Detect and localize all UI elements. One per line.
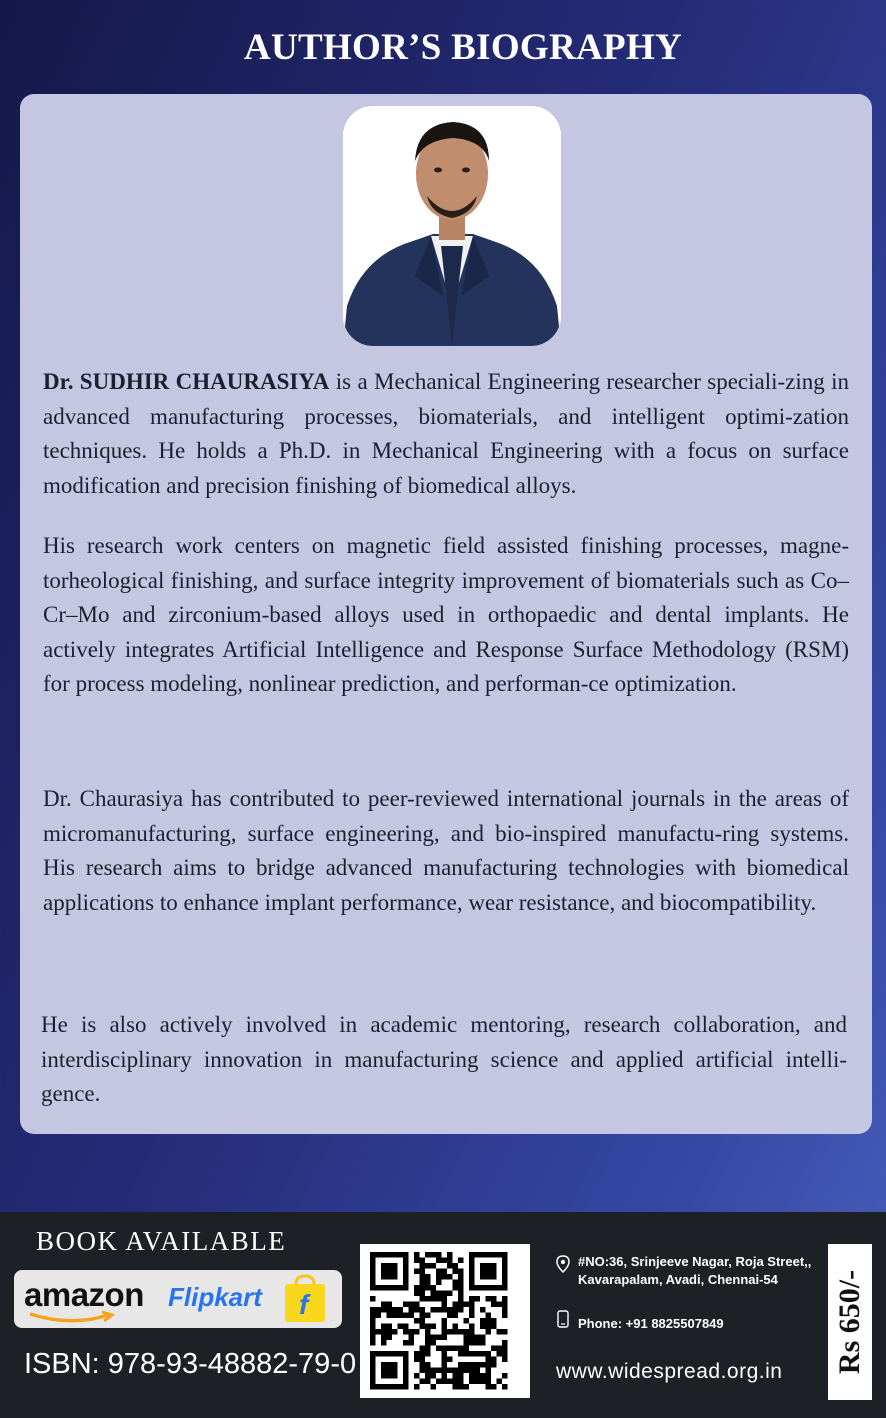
qr-code[interactable] (360, 1244, 530, 1398)
author-name: Dr. SUDHIR CHAURASIYA (43, 369, 330, 394)
flipkart-logo: Flipkart (168, 1282, 262, 1312)
author-photo (343, 106, 561, 346)
bio-paragraph-2: His research work centers on magnetic field assisted finishing processes, magne-torheological finishing, and surface integrity improvement of biomaterials such as Co–Cr–Mo and zirconium-based alloys used in orthopaedic and dental implants. He actively integrates Artificial Intelligence and Response Surface Methodology (RSM) for process modeling, nonlinear prediction, and performan-ce optimization. (43, 533, 849, 696)
bio-paragraph-3: Dr. Chaurasiya has contributed to peer-reviewed international journals in the areas of micromanufacturing, surface engineering, and bio-inspired manufactu-ring systems. His research aims to bridge advanced manufacturing technologies with biomedical applications to enhance implant performance, wear resistance, and biocompatibility. (43, 786, 849, 915)
phone-icon (557, 1310, 569, 1328)
bio-paragraph-4: He is also actively involved in academic mentoring, research collaboration, and interdisciplinary innovation in manufacturing science and applied artificial intelli-gence. (41, 1012, 847, 1106)
svg-text:f: f (299, 1289, 309, 1320)
book-price: Rs 650/- (833, 1269, 866, 1375)
amazon-logo: amazon (24, 1276, 144, 1313)
address-line-2: Kavarapalam, Avadi, Chennai-54 (578, 1272, 778, 1287)
amazon-smile-icon (28, 1311, 116, 1325)
flipkart-bag-icon (282, 1274, 328, 1324)
page-title: AUTHOR’S BIOGRAPHY (243, 27, 683, 68)
publisher-phone: Phone: +91 8825507849 (578, 1316, 724, 1331)
location-pin-icon (556, 1255, 570, 1273)
bio-paragraph-1 (43, 365, 849, 503)
book-available-label: BOOK AVAILABLE (36, 1226, 287, 1256)
isbn-number: ISBN: 978-93-48882-79-0 (24, 1348, 357, 1380)
bio-paragraph-1-text: is a Mechanical Engineering researcher speciali-zing in advanced manufacturing processes, biomaterials, and intelligent optimi-zation techniques. He holds a Ph.D. in Mechanical Engineering with a focus on surface modification and precision finishing of biomedical alloys. (43, 369, 849, 498)
qr-code-icon (370, 1252, 520, 1390)
publisher-website[interactable]: www.widespread.org.in (556, 1360, 783, 1383)
address-line-1: #NO:36, Srinjeeve Nagar, Roja Street,, (578, 1254, 812, 1269)
publisher-address (578, 1253, 828, 1289)
